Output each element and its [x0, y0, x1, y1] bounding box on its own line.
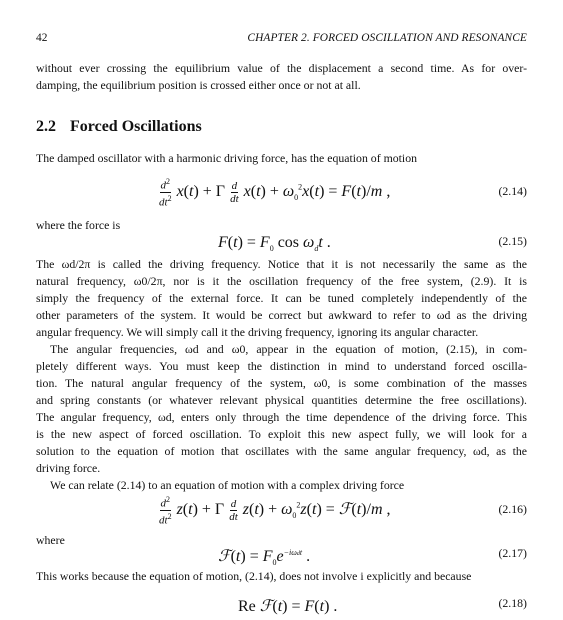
page-number: 42: [36, 32, 48, 44]
equation-number-2-14: (2.14): [498, 184, 527, 198]
equation-2-16: $\frac{d^2}{dt^2}$ z(t) + Γ $\frac{d}{dt}$ $z(t) + \omega_0^2z(t)$ = ℱ(t)/m ,: [159, 495, 391, 527]
para1-line-3: simply the frequency of the external force. It can be tuned completely independently of the: [36, 291, 527, 305]
equation-number-2-17: (2.17): [498, 546, 527, 560]
equation-2-14: $\frac{d^2}{dt^2}$ x(t) + Γ $\frac{d}{dt}$ $x(t) + \omega_0^2x(t) = F(t)/m$ ,: [159, 177, 391, 209]
equation-2-15: $F(t) = F_0$ $\cos \omega_dt$ .: [218, 234, 331, 254]
para2-line-6: is the new aspect of forced oscillation. To exploit this new aspect fully, we will look for a: [36, 427, 527, 441]
where-2: where: [36, 533, 65, 547]
para2-line-4: and spring constants (or whatever relevant physical quantities determine the free oscillations).: [36, 393, 527, 407]
para2-line-7: solution to the equation of motion that oscillates with the same angular frequency, ωd, as the: [36, 444, 527, 458]
intro-line-1: without ever crossing the equilibrium value of the displacement a second time. As for over-: [36, 61, 527, 75]
equation-2-17: ℱ(t) = $F_0e^{-i\omega dt}$ .: [218, 547, 311, 568]
para1-line-1: The ωd/2π is called the driving frequency. Notice that it is not necessarily the same as the: [36, 257, 527, 271]
para3: We can relate (2.14) to an equation of motion with a complex driving force: [50, 478, 405, 492]
para1-line-5: angular frequency. We will simply call it the driving frequency, ignoring its angular character.: [36, 325, 479, 339]
where-force: where the force is: [36, 218, 121, 232]
para2-line-1: The angular frequencies, ωd and ω0, appear in the equation of motion, (2.15), in com-: [50, 342, 527, 356]
section-number: 2.2: [36, 118, 56, 135]
equation-number-2-15: (2.15): [498, 234, 527, 248]
intro-line-2: damping, the equilibrium position is crossed either once or not at all.: [36, 78, 361, 92]
chapter-header: CHAPTER 2. FORCED OSCILLATION AND RESONANCE: [247, 32, 527, 44]
equation-number-2-16: (2.16): [498, 502, 527, 516]
para2-line-5: The angular frequency, ωd, enters only through the time dependence of the driving force. This: [36, 410, 527, 424]
equation-2-18: Re ℱ(t) = F(t) .: [238, 598, 338, 615]
para2-line-8: driving force.: [36, 461, 101, 475]
para1-line-4: other parameters of the system. It would be correct but awkward to refer to ωd as the driving: [36, 308, 527, 322]
section-title: Forced Oscillations: [70, 118, 202, 135]
para4: This works because the equation of motion, (2.14), does not involve i explicitly and because: [36, 569, 472, 583]
equation-number-2-18: (2.18): [498, 596, 527, 610]
equation-intro: The damped oscillator with a harmonic driving force, has the equation of motion: [36, 151, 417, 165]
para2-line-3: tion. The natural angular frequency of the system, ω0, is some combination of the masses: [36, 376, 527, 390]
para2-line-2: pletely different ways. You must keep the distinction in mind to understand forced oscilla-: [36, 359, 527, 373]
para1-line-2: natural frequency, ω0/2π, nor is it the oscillation frequency of the free system, (2.9). It is: [36, 274, 527, 288]
section-heading: [36, 118, 202, 136]
